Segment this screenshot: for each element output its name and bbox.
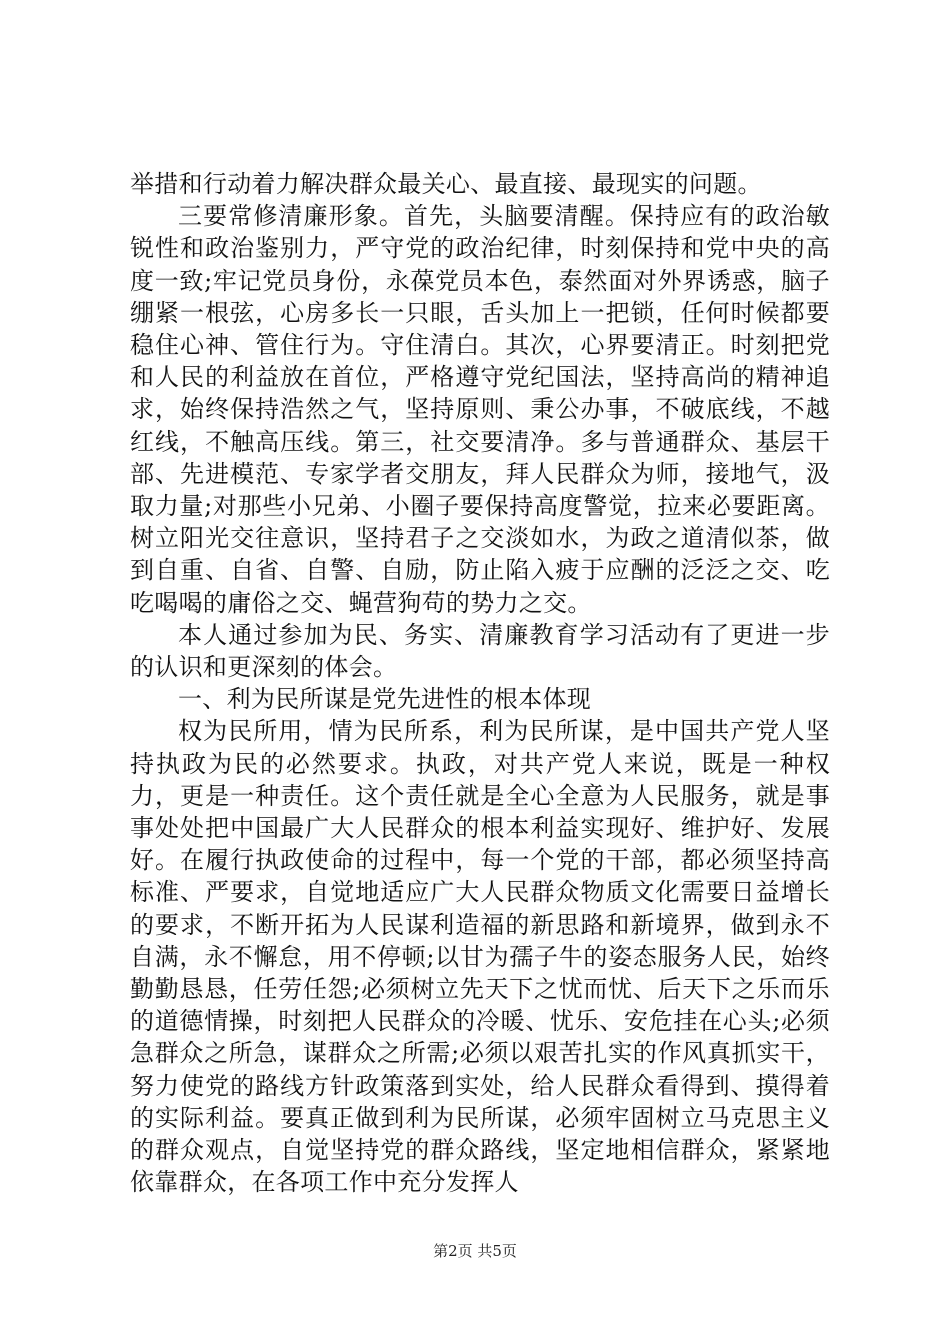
paragraph-clean-image: 三要常修清廉形象。首先，头脑要清醒。保持应有的政治敏锐性和政治鉴别力，严守党的政治纪律，时刻保持和党中央的高度一致;牢记党员身份，永葆党员本色，泰然面对外界诱惑，脑子绷紧一根弦，心房多长一只眼，舌头加上一把锁，任何时候都要稳住心神、管住行为。守住清白。其次，心界要清正。时刻把党和人民的利益放在首位，严格遵守党纪国法，坚持高尚的精神追求，始终保持浩然之气，坚持原则、秉公办事，不破底线，不越红线，不触高压线。第三，社交要清净。多与普通群众、基层干部、先进模范、专家学者交朋友，拜人民群众为师，接地气，汲取力量;对那些小兄弟、小圈子要保持高度警觉，拉来必要距离。树立阳光交往意识，坚持君子之交淡如水，为政之道清似茶，做到自重、自省、自警、自励，防止陷入疲于应酬的泛泛之交、吃吃喝喝的庸俗之交、蝇营狗苟的势力之交。 [130, 202, 830, 617]
paragraph-serve-people: 权为民所用，情为民所系，利为民所谋，是中国共产党人坚持执政为民的必然要求。执政，对共产党人来说，既是一种权力，更是一种责任。这个责任就是全心全意为人民服务，就是事事处处把中国最广大人民群众的根本利益实现好、维护好、发展好。在履行执政使命的过程中，每一个党的干部，都必须坚持高标准、严要求，自觉地适应广大人民群众物质文化需要日益增长的要求，不断开拓为人民谋利造福的新思路和新境界，做到永不自满，永不懈怠，用不停顿;以甘为孺子牛的姿态服务人民，始终勤勤恳恳，任劳任怨;必须树立先天下之忧而忧、后天下之乐而乐的道德情操，时刻把人民群众的冷暖、忧乐、安危挂在心头;必须急群众之所急，谋群众之所需;必须以艰苦扎实的作风真抓实干，努力使党的路线方针政策落到实处，给人民群众看得到、摸得着的实际利益。要真正做到利为民所谋，必须牢固树立马克思主义的群众观点，自觉坚持党的群众路线，坚定地相信群众，紧紧地依靠群众，在各项工作中充分发挥人 [130, 717, 830, 1197]
page-footer [0, 1240, 950, 1261]
section-heading: 一、利为民所谋是党先进性的根本体现 [178, 685, 592, 714]
document-body [130, 168, 830, 1199]
page-number: 第2页 共5页 [433, 1242, 517, 1260]
paragraph-personal-reflection: 本人通过参加为民、务实、清廉教育学习活动有了更进一步的认识和更深刻的体会。 [130, 620, 830, 682]
paragraph-continuation: 举措和行动着力解决群众最关心、最直接、最现实的问题。 [130, 170, 762, 198]
